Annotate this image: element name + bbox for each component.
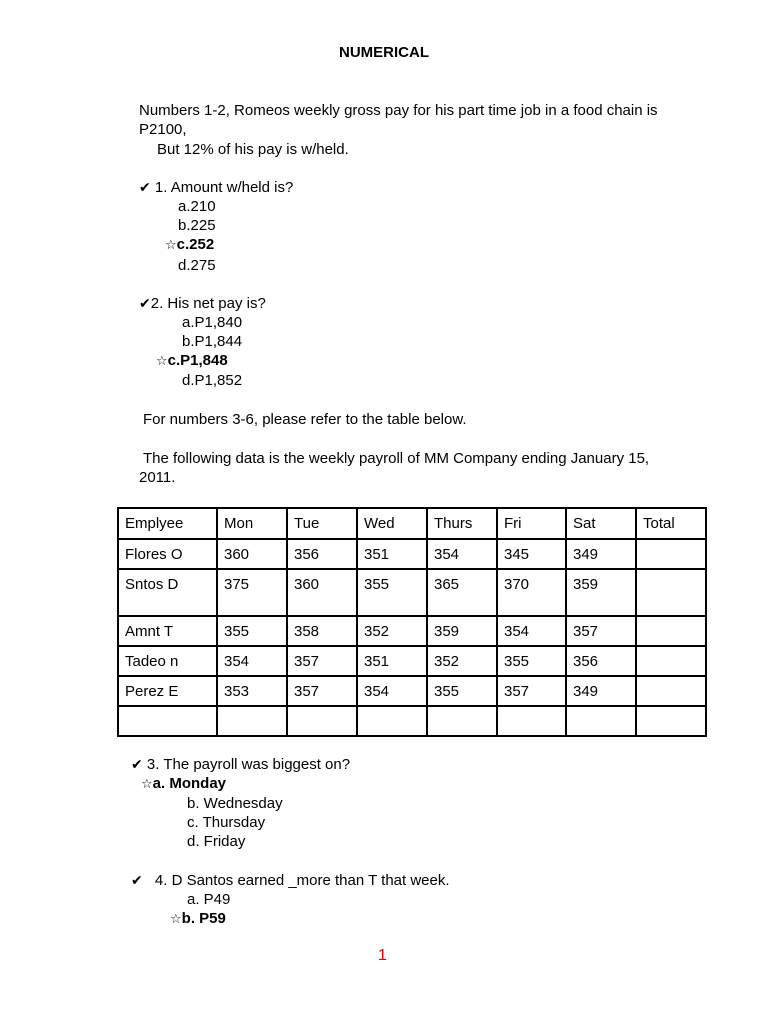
q1-option-b: b.225 (178, 217, 216, 234)
table-row-empty (118, 706, 706, 736)
table-cell: 357 (566, 616, 636, 646)
table-cell: 365 (427, 569, 497, 616)
table-cell: 357 (497, 676, 566, 706)
question-2 (139, 294, 266, 314)
table-cell (636, 706, 706, 736)
table-cell: Tadeo n (118, 646, 217, 676)
q2-option-b: b.P1,844 (182, 333, 243, 350)
q3-option-d: d. Friday (187, 833, 246, 850)
q1-option-d: d.275 (178, 257, 216, 274)
table-cell (357, 706, 427, 736)
table-cell (636, 676, 706, 706)
checkmark-icon: ✔ (131, 873, 143, 889)
q3-option-c: c. Thursday (187, 814, 266, 831)
question-1 (139, 178, 293, 198)
question-3-text: 3. The payroll was biggest on? (146, 756, 351, 773)
table-cell (636, 646, 706, 676)
table-row (118, 646, 706, 676)
q2-option-c-answer: ☆c.P1,848 (156, 352, 228, 369)
table-cell (287, 706, 357, 736)
table-cell (566, 706, 636, 736)
table-cell: 356 (566, 646, 636, 676)
table-cell: 360 (287, 569, 357, 616)
q1-option-a: a.210 (178, 198, 216, 215)
q4-option-b-answer: ☆b. P59 (170, 910, 226, 927)
table-header-row (118, 508, 706, 539)
table-cell: 354 (357, 676, 427, 706)
question-1-text: 1. Amount w/held is? (154, 179, 294, 196)
table-cell (497, 706, 566, 736)
star-icon: ☆ (170, 912, 182, 927)
table-cell: 359 (566, 569, 636, 616)
table-cell: 355 (357, 569, 427, 616)
header-cell: Mon (217, 508, 287, 539)
table-cell (427, 706, 497, 736)
table-cell: 351 (357, 646, 427, 676)
table-cell: 352 (357, 616, 427, 646)
table-cell: 357 (287, 646, 357, 676)
table-cell: 354 (497, 616, 566, 646)
table-cell: Flores O (118, 539, 217, 569)
payroll-table (117, 507, 707, 737)
table-cell: Amnt T (118, 616, 217, 646)
header-cell: Wed (357, 508, 427, 539)
table-cell: 370 (497, 569, 566, 616)
table-cell: 349 (566, 539, 636, 569)
table-cell: 354 (217, 646, 287, 676)
table-cell: 355 (497, 646, 566, 676)
table-cell: 352 (427, 646, 497, 676)
intro-line-3: But 12% of his pay is w/held. (157, 141, 349, 158)
table-cell (636, 616, 706, 646)
header-cell: Total (636, 508, 706, 539)
data-text-line-1: The following data is the weekly payroll of MM Company ending January 15, (143, 450, 650, 467)
star-icon: ☆ (165, 238, 177, 253)
question-4 (131, 871, 450, 891)
q2-option-a: a.P1,840 (182, 314, 243, 331)
q1-option-c-answer: ☆c.252 (165, 236, 215, 253)
table-cell: 375 (217, 569, 287, 616)
checkmark-icon: ✔ (139, 296, 151, 312)
table-cell (636, 539, 706, 569)
table-cell: 357 (287, 676, 357, 706)
table-cell: 354 (427, 539, 497, 569)
q3-option-b: b. Wednesday (187, 795, 283, 812)
document-title: NUMERICAL (339, 44, 429, 61)
star-icon: ☆ (141, 777, 153, 792)
q2-option-d: d.P1,852 (182, 372, 243, 389)
q3-option-a-answer: ☆a. Monday (141, 775, 227, 792)
table-row (118, 616, 706, 646)
star-icon: ☆ (156, 354, 168, 369)
table-cell: Perez E (118, 676, 217, 706)
table-cell: 355 (427, 676, 497, 706)
intro-line-1: Numbers 1-2, Romeos weekly gross pay for his part time job in a food chain is (139, 102, 658, 119)
table-cell: 351 (357, 539, 427, 569)
checkmark-icon: ✔ (139, 180, 151, 196)
header-cell: Tue (287, 508, 357, 539)
data-text-line-2: 2011. (139, 469, 176, 486)
table-cell: 360 (217, 539, 287, 569)
table-cell: 345 (497, 539, 566, 569)
intro-line-2: P2100, (139, 121, 187, 138)
header-cell: Emplyee (118, 508, 217, 539)
table-cell (217, 706, 287, 736)
table-cell: 358 (287, 616, 357, 646)
header-cell: Sat (566, 508, 636, 539)
header-cell: Fri (497, 508, 566, 539)
table-cell (636, 569, 706, 616)
question-4-text: 4. D Santos earned _more than T that week. (154, 872, 450, 889)
checkmark-icon: ✔ (131, 757, 143, 773)
q4-option-a: a. P49 (187, 891, 231, 908)
table-cell: 356 (287, 539, 357, 569)
question-3 (131, 755, 350, 775)
table-cell (118, 706, 217, 736)
header-cell: Thurs (427, 508, 497, 539)
table-row (118, 539, 706, 569)
page-number: 1 (378, 947, 387, 964)
table-cell: 349 (566, 676, 636, 706)
table-reference-text: For numbers 3-6, please refer to the table below. (143, 411, 467, 428)
table-cell: 359 (427, 616, 497, 646)
table-row (118, 676, 706, 706)
question-2-text: 2. His net pay is? (150, 295, 266, 312)
table-cell: 353 (217, 676, 287, 706)
table-row (118, 569, 706, 616)
table-cell: Sntos D (118, 569, 217, 616)
table-cell: 355 (217, 616, 287, 646)
